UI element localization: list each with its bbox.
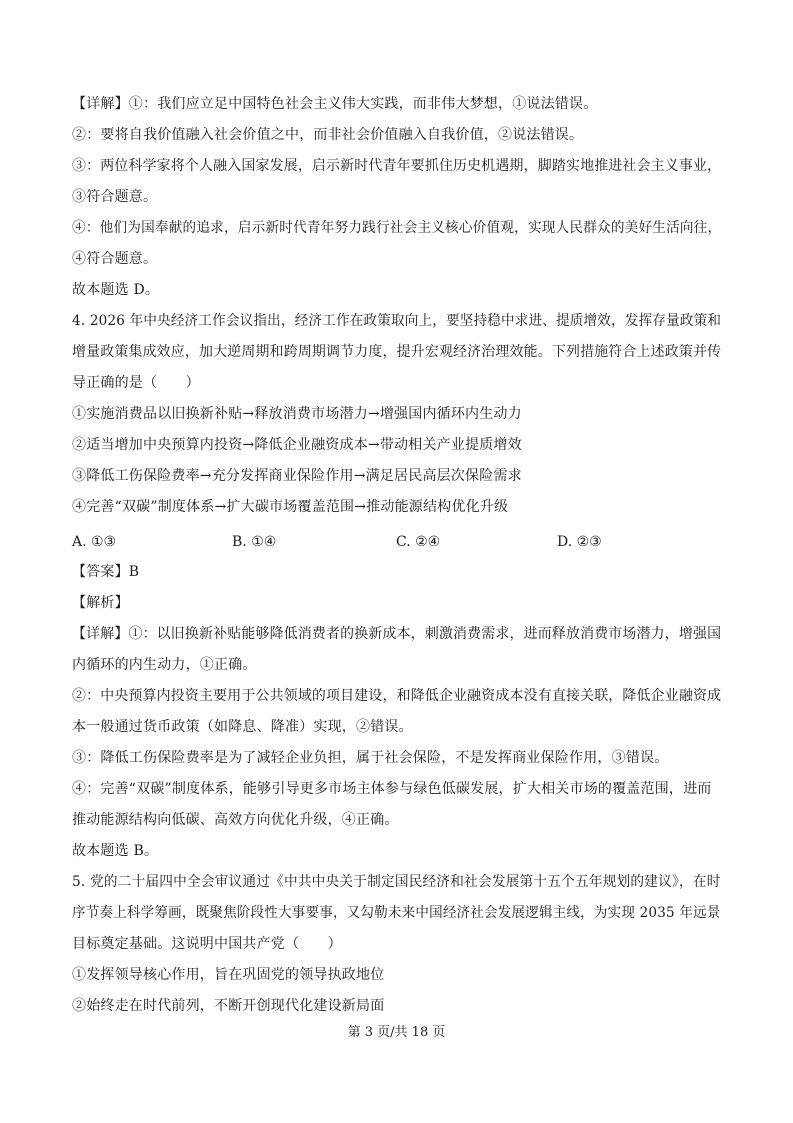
analysis-label: 【解析】 [72,595,129,611]
statement-3: ③降低工伤保险费率→充分发挥商业保险作用→满足居民高层次保险需求 [72,468,522,484]
text-line: ④：完善“双碳”制度体系，能够引导更多市场主体参与绿色低碳发展，扩大相关市场的覆盖范围，进而 [72,781,712,797]
answer-label: 【答案】B [72,564,140,580]
text-line: 【详解】①：我们应立足中国特色社会主义伟大实践，而非伟大梦想，①说法错误。 [72,96,598,112]
text-line: ②：要将自我价值融入社会价值之中，而非社会价值融入自我价值，②说法错误。 [72,127,584,143]
option-b: B. ①④ [232,534,277,550]
question-4-stem: 导正确的是（ ） [72,375,200,391]
statement-4: ④完善“双碳”制度体系→扩大碳市场覆盖范围→推动能源结构优化升级 [72,499,509,515]
option-c: C. ②④ [396,534,441,550]
question-4-stem: 4. 2026 年中央经济工作会议指出，经济工作在政策取向上，要坚持稳中求进、提质增效，发挥存量政策和 [72,313,722,329]
text-line: 推动能源结构向低碳、高效方向优化升级，④正确。 [72,812,399,828]
text-line: 本一般通过货币政策（如降息、降准）实现，②错误。 [72,719,413,735]
statement-1: ①实施消费品以旧换新补贴→释放消费市场潜力→增强国内循环内生动力 [72,406,522,422]
option-a: A. ①③ [72,534,117,550]
statement-2: ②始终走在时代前列，不断开创现代化建设新局面 [72,998,385,1014]
question-5-stem: 序节奏上科学筹画，既聚焦阶段性大事要事，又勾勒未来中国经济社会发展逻辑主线，为实现 2035 年远景 [72,905,721,921]
page-footer: 第 3 页/共 18 页 [347,1025,446,1040]
option-d: D. ②③ [557,534,602,550]
question-5-stem: 5. 党的二十届四中全会审议通过《中共中央关于制定国民经济和社会发展第十五个五年规划的建议》，在时 [72,874,721,890]
text-line: ③符合题意。 [72,189,158,205]
text-line: ③：两位科学家将个人融入国家发展，启示新时代青年要抓住历史机遇期，脚踏实地推进社会主义事业， [72,158,722,174]
text-line: ④符合题意。 [72,251,158,267]
statement-1: ①发挥领导核心作用，旨在巩固党的领导执政地位 [72,967,385,983]
text-line: ④：他们为国奉献的追求，启示新时代青年努力践行社会主义核心价值观，实现人民群众的美好生活向往， [72,220,722,236]
text-line: ③：降低工伤保险费率是为了减轻企业负担，属于社会保险，不是发挥商业保险作用，③错误。 [72,750,669,766]
question-4-stem: 增量政策集成效应，加大逆周期和跨周期调节力度，提升宏观经济治理效能。下列措施符合上述政策并传 [72,344,722,360]
text-line: ②：中央预算内投资主要用于公共领域的项目建设，和降低企业融资成本没有直接关联，降低企业融资成 [72,688,722,704]
question-5-stem: 目标奠定基础。这说明中国共产党（ ） [72,936,342,952]
text-line: 【详解】①：以旧换新补贴能够降低消费者的换新成本，刺激消费需求，进而释放消费市场潜力，增强国 [72,626,722,642]
text-line: 内循环的内生动力，①正确。 [72,657,257,673]
text-line: 故本题选 D。 [72,282,160,298]
statement-2: ②适当增加中央预算内投资→降低企业融资成本→带动相关产业提质增效 [72,437,522,453]
text-line: 故本题选 B。 [72,843,159,859]
